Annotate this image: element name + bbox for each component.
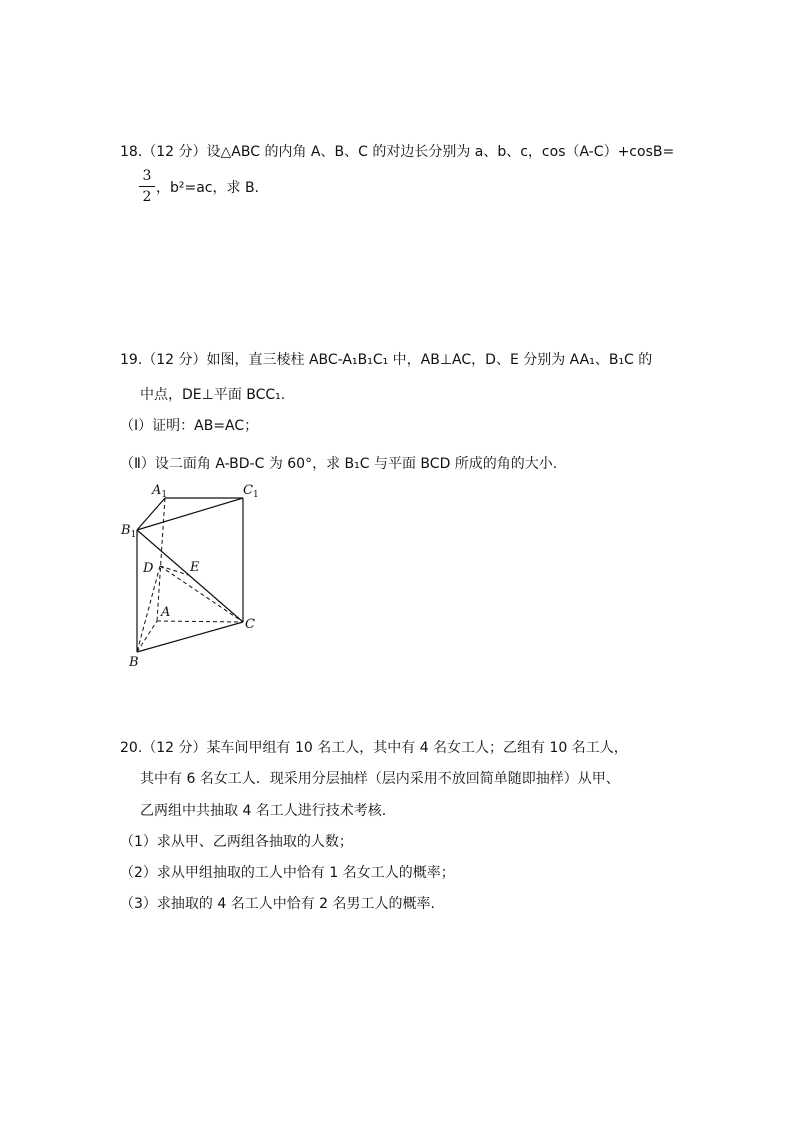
edge-d-c [160,566,243,622]
q20-line1: 20.（12 分）某车间甲组有 10 名工人，其中有 4 名女工人；乙组有 10 名工人， [120,740,628,756]
label-a: A [161,605,171,620]
q20-part3: （3）求抽取的 4 名工人中恰有 2 名男工人的概率. [120,896,435,912]
label-c1: $C_1$ [243,483,259,500]
q19-part1: （Ⅰ）证明：AB=AC； [120,418,259,434]
q19-part2: （Ⅱ）设二面角 A-BD-C 为 60°，求 B₁C 与平面 BCD 所成的角的大小. [120,456,558,472]
q20-part1: （1）求从甲、乙两组各抽取的人数； [120,834,353,850]
q18-fraction-numerator: 3 [142,168,152,184]
edge-d-b [137,566,160,652]
q18-fraction-bar [139,186,155,187]
q18-line1: 18.（12 分）设△ABC 的内角 A、B、C 的对边长分别为 a、b、c，cos（A-C）+cosB= [120,144,675,160]
q18-fraction [139,168,155,206]
label-b1: $B_1$ [121,523,137,540]
edge-a-c [157,621,243,622]
edge-a1-a [157,498,165,621]
q18-line2: ，b²=ac，求 B. [156,180,260,196]
label-a1: $A_1$ [152,483,168,500]
label-c: C [245,617,255,632]
q19-line1: 19.（12 分）如图，直三棱柱 ABC-A₁B₁C₁ 中，AB⊥AC，D、E 分别为 AA₁、B₁C 的 [120,352,653,368]
q20-part2: （2）求从甲组抽取的工人中恰有 1 名女工人的概率； [120,865,455,881]
label-e: E [190,560,200,575]
q19-prism-figure [115,478,275,674]
q20-line2: 其中有 6 名女工人．现采用分层抽样（层内采用不放回简单随即抽样）从甲、 [140,771,620,787]
q19-line2: 中点，DE⊥平面 BCC₁. [140,387,286,403]
edge-b1-c1 [137,498,243,530]
q20-line3: 乙两组中共抽取 4 名工人进行技术考核. [140,803,387,819]
q18-fraction-denominator: 2 [142,189,152,205]
edge-b1-c [137,530,243,622]
label-b: B [129,655,139,670]
label-d: D [143,561,154,576]
